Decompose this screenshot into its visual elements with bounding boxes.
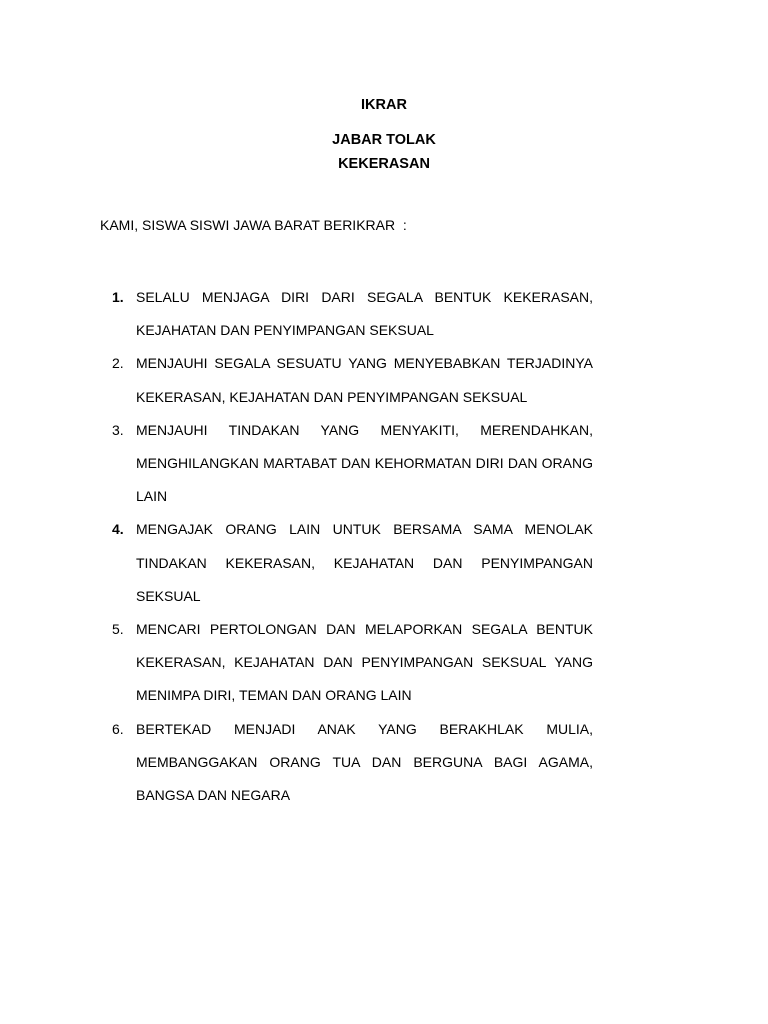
document-title: IKRAR bbox=[361, 97, 407, 113]
list-item-text: MENJAUHI SEGALA SESUATU YANG MENYEBABKAN TERJADINYA KEKERASAN, KEJAHATAN DAN PENYIMPANGAN SEKSUAL bbox=[136, 355, 593, 405]
list-item bbox=[100, 613, 593, 713]
list-item bbox=[100, 347, 593, 413]
pledge-intro: KAMI, SISWA SISWI JAWA BARAT BERIKRAR : bbox=[100, 217, 407, 233]
list-item-number: 6. bbox=[112, 720, 124, 737]
document-subtitle-line2: KEKERASAN bbox=[338, 156, 430, 172]
list-item bbox=[100, 513, 593, 613]
list-item-text: MENCARI PERTOLONGAN DAN MELAPORKAN SEGALA BENTUK KEKERASAN, KEJAHATAN DAN PENYIMPANGAN SEKSUAL YANG MENIMPA DIRI, TEMAN DAN ORANG LAIN bbox=[136, 621, 593, 704]
pledge-list bbox=[100, 281, 593, 812]
list-item-text: MENJAUHI TINDAKAN YANG MENYAKITI, MERENDAHKAN, MENGHILANGKAN MARTABAT DAN KEHORMATAN DIRI DAN ORANG LAIN bbox=[136, 421, 593, 505]
list-item-number: 1. bbox=[112, 289, 124, 305]
list-item bbox=[100, 713, 593, 813]
list-item-number: 3. bbox=[112, 421, 124, 438]
list-item-number: 4. bbox=[112, 521, 124, 538]
list-item-text: BERTEKAD MENJADI ANAK YANG BERAKHLAK MULIA, MEMBANGGAKAN ORANG TUA DAN BERGUNA BAGI AGAMA, BANGSA DAN NEGARA bbox=[136, 720, 593, 804]
list-item bbox=[100, 281, 593, 347]
list-item-number: 5. bbox=[112, 621, 124, 638]
list-item bbox=[100, 414, 593, 514]
list-item-text: MENGAJAK ORANG LAIN UNTUK BERSAMA SAMA MENOLAK TINDAKAN KEKERASAN, KEJAHATAN DAN PENYIMPANGAN SEKSUAL bbox=[136, 521, 593, 604]
document-subtitle-line1: JABAR TOLAK bbox=[332, 132, 436, 148]
list-item-text: SELALU MENJAGA DIRI DARI SEGALA BENTUK KEKERASAN, KEJAHATAN DAN PENYIMPANGAN SEKSUAL bbox=[136, 289, 593, 339]
list-item-number: 2. bbox=[112, 355, 124, 372]
